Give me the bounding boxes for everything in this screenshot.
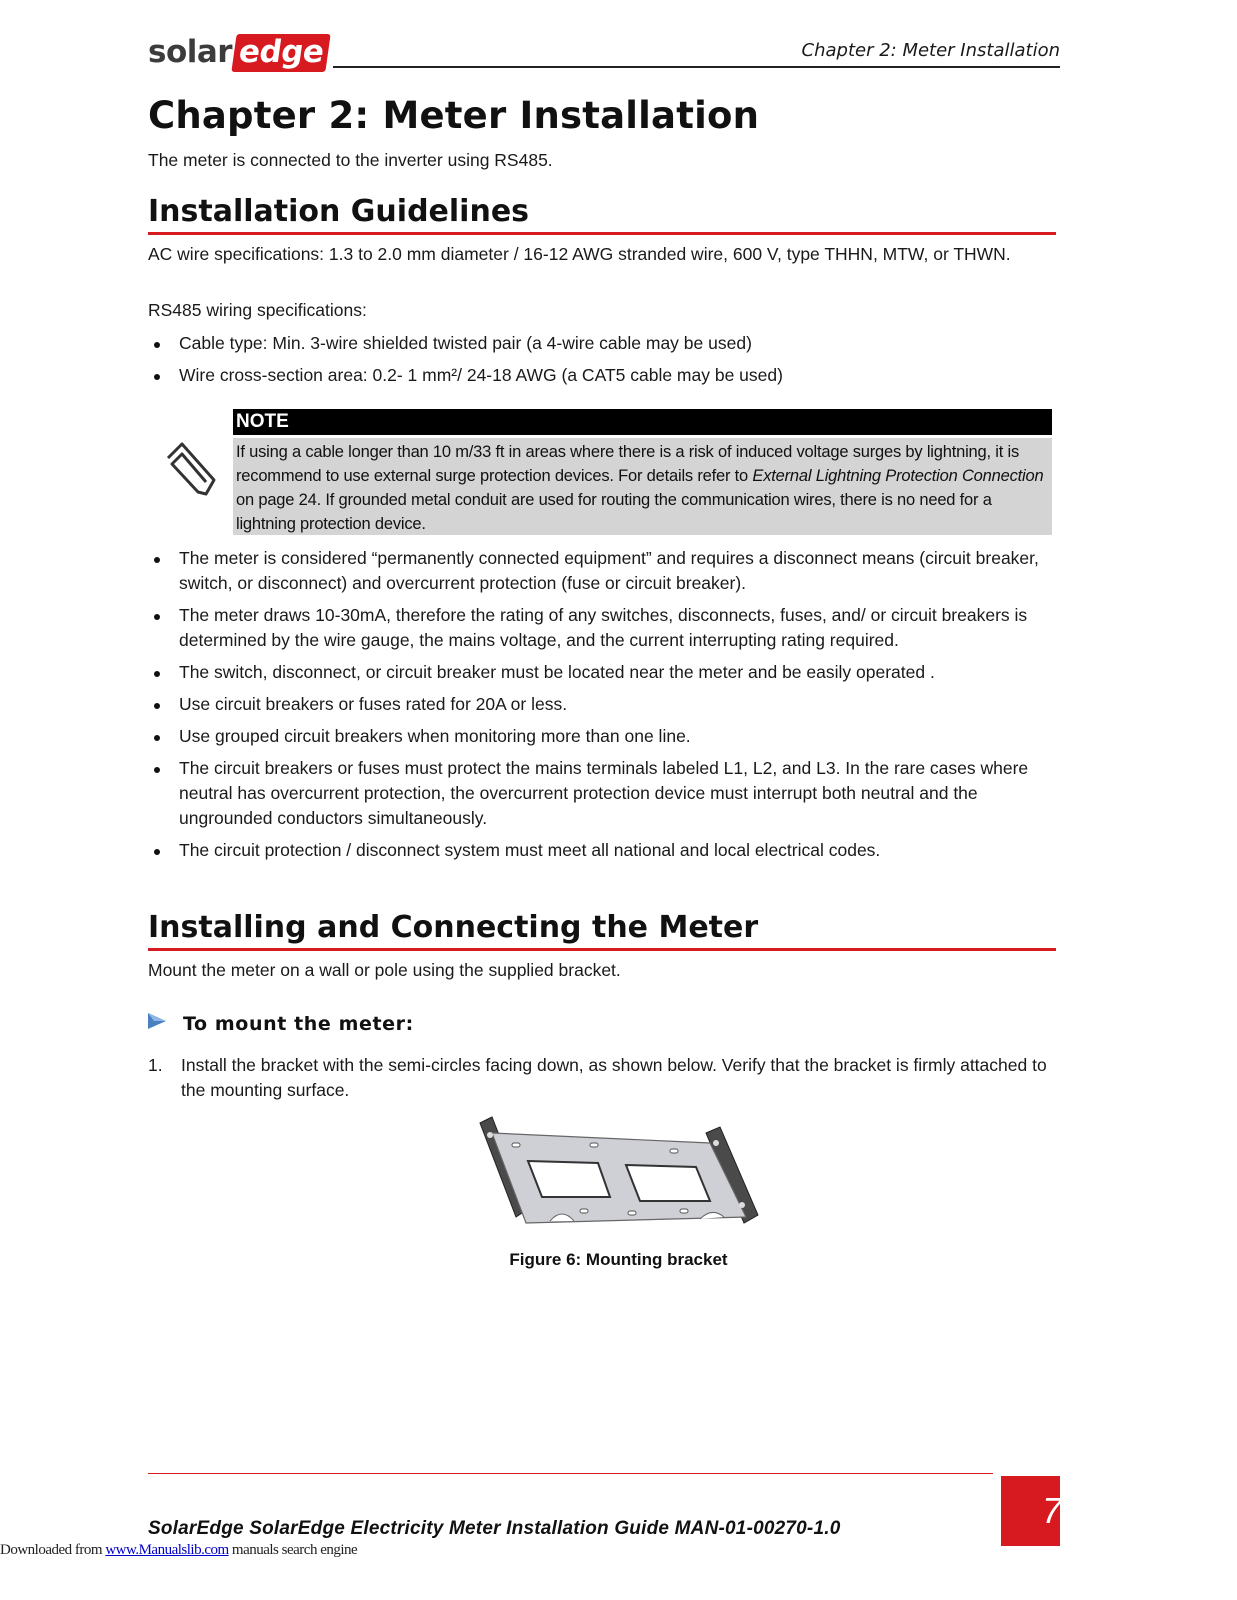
note-text: [233, 438, 1052, 535]
download-suffix: manuals search engine: [228, 1542, 358, 1558]
step-number: 1.: [148, 1055, 163, 1075]
footer-rule: [148, 1473, 993, 1474]
section-title-guidelines: Installation Guidelines: [148, 194, 530, 229]
section-title-installing: Installing and Connecting the Meter: [148, 910, 759, 945]
figure-caption: Figure 6: Mounting bracket: [509, 1250, 728, 1269]
chapter-intro: The meter is connected to the inverter using RS485.: [148, 150, 553, 170]
solaredge-logo: [148, 34, 329, 74]
list-item: The switch, disconnect, or circuit breaker must be located near the meter and be easily operated .: [148, 660, 1053, 685]
note-text-part: If using a cable longer than 10 m/33 ft in areas where there is a risk of induced voltage surges by lightning, it is recommend to use external surge protection devices. For details refer to: [236, 443, 1020, 485]
header-rule: [333, 66, 1060, 68]
guidelines-list: [148, 546, 1053, 870]
download-prefix: Downloaded from: [0, 1542, 106, 1558]
manualslib-link[interactable]: www.Manualslib.com: [105, 1542, 229, 1558]
ac-wire-spec: AC wire specifications: 1.3 to 2.0 mm diameter / 16-12 AWG stranded wire, 600 V, type THHN, MTW, or THWN.: [148, 244, 1011, 264]
download-note: [0, 1542, 357, 1559]
list-item: Use grouped circuit breakers when monitoring more than one line.: [148, 724, 1053, 749]
list-item: Cable type: Min. 3-wire shielded twisted pair (a 4-wire cable may be used): [148, 331, 1048, 356]
logo-edge-text: edge: [231, 34, 331, 72]
mounting-bracket-image: [470, 1113, 770, 1235]
note-text-part: on page 24. If grounded metal conduit are used for routing the communication wires, there is no need for a lightning protection device.: [236, 491, 992, 533]
header-chapter-title: Chapter 2: Meter Installation: [801, 40, 1060, 61]
paperclip-icon: [160, 436, 218, 500]
step-text: Install the bracket with the semi-circles facing down, as shown below. Verify that the bracket is firmly attached to the mounting surface.: [181, 1055, 1047, 1100]
step-item: [148, 1053, 1053, 1103]
section-rule: [148, 948, 1056, 951]
list-item: The meter is considered “permanently connected equipment” and requires a disconnect means (circuit breaker, switch, or disconnect) and overcurrent protection (fuse or circuit breaker).: [148, 546, 1053, 596]
procedure-arrow-icon: [148, 1013, 166, 1029]
list-item: Use circuit breakers or fuses rated for 20A or less.: [148, 692, 1053, 717]
note-label: NOTE: [233, 409, 1052, 435]
page-title: Chapter 2: Meter Installation: [148, 94, 760, 137]
note-link[interactable]: External Lightning Protection Connection: [752, 467, 1044, 485]
list-item: The circuit protection / disconnect system must meet all national and local electrical codes.: [148, 838, 1053, 863]
list-item: The circuit breakers or fuses must protect the mains terminals labeled L1, L2, and L3. In the rare cases where neutral has overcurrent protection, the overcurrent protection device must interrupt both neutral and the ungrounded conductors simultaneously.: [148, 756, 1053, 831]
logo-solar-text: solar: [148, 34, 233, 70]
list-item: The meter draws 10-30mA, therefore the rating of any switches, disconnects, fuses, and/ or circuit breakers is determined by the wire gauge, the mains voltage, and the current interrupting rating required.: [148, 603, 1053, 653]
rs485-spec-list: [148, 331, 1048, 395]
section2-intro: Mount the meter on a wall or pole using the supplied bracket.: [148, 960, 621, 980]
procedure-steps: [148, 1053, 1053, 1103]
footer-document-title: SolarEdge SolarEdge Electricity Meter Installation Guide MAN-01-00270-1.0: [148, 1518, 841, 1539]
rs485-label: RS485 wiring specifications:: [148, 300, 367, 320]
section-rule: [148, 232, 1056, 235]
list-item: Wire cross-section area: 0.2- 1 mm²/ 24-18 AWG (a CAT5 cable may be used): [148, 363, 1048, 388]
page-number: 7: [1042, 1490, 1063, 1531]
procedure-title: To mount the meter:: [183, 1013, 414, 1035]
